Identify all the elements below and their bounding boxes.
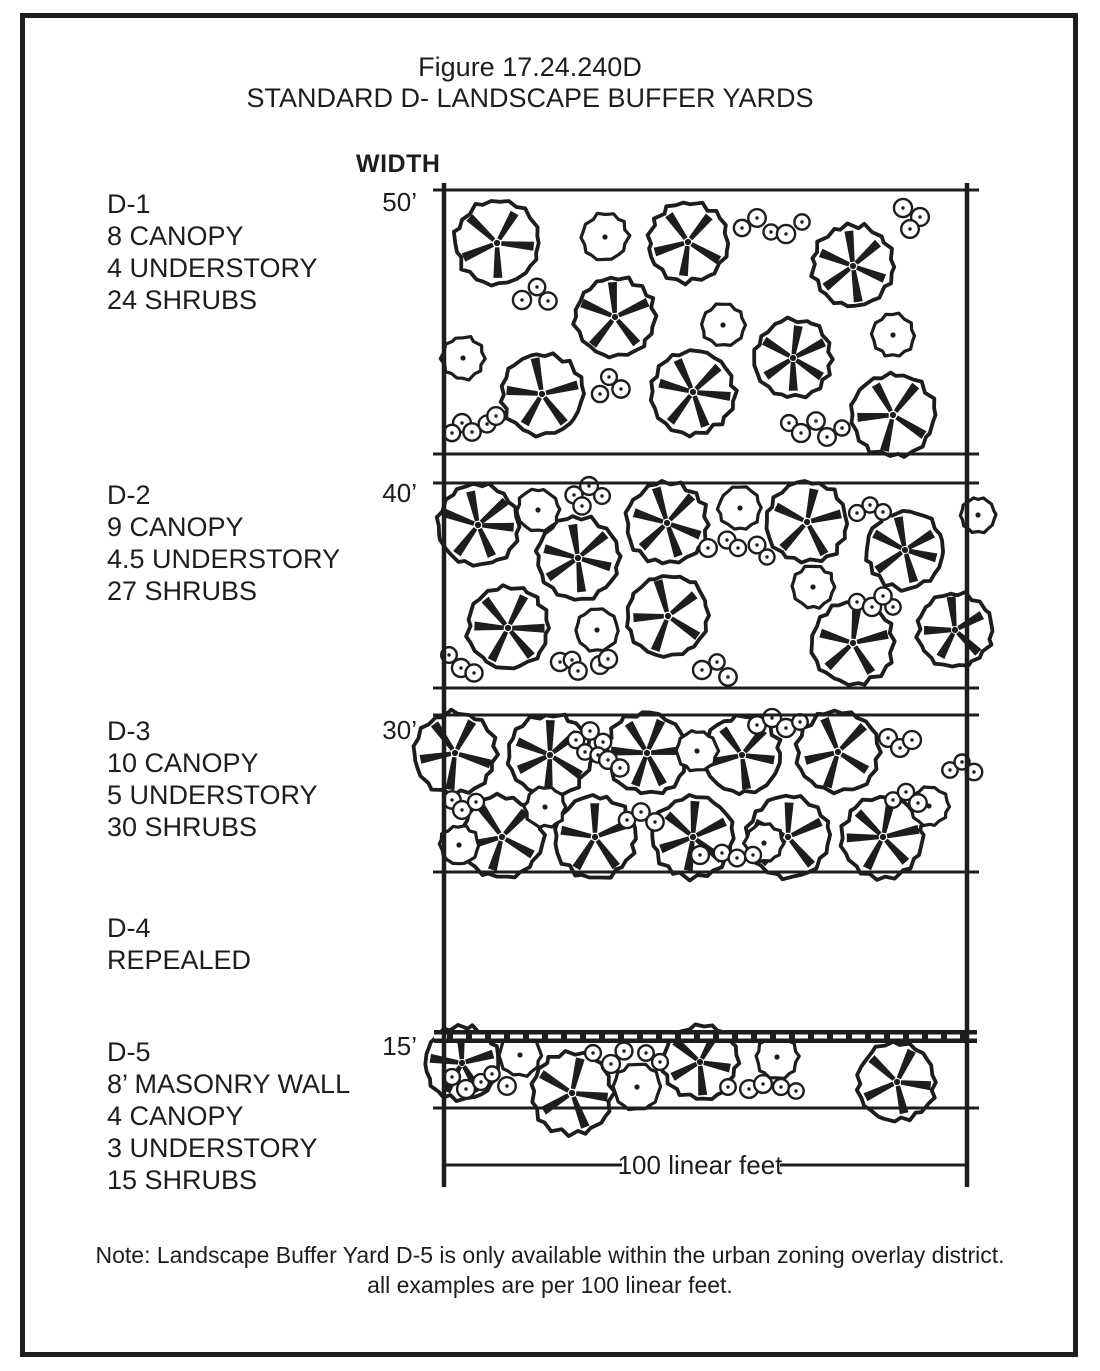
note-line-2: all examples are per 100 linear feet. <box>367 1272 733 1298</box>
yard-label-d5 <box>107 1036 350 1196</box>
canopy-tree-symbol <box>652 795 734 881</box>
yard-id: D-1 <box>107 189 151 219</box>
shrub-symbol <box>777 225 795 243</box>
shrub-symbol <box>903 731 921 749</box>
yard-requirement: 5 UNDERSTORY <box>107 780 318 810</box>
canopy-tree-symbol <box>857 1042 936 1122</box>
shrub-symbol <box>616 1043 633 1060</box>
shrub-symbol <box>465 664 482 681</box>
canopy-tree-symbol <box>767 481 848 563</box>
canopy-tree-symbol <box>851 373 936 457</box>
shrub-symbol <box>539 292 556 309</box>
plant-layer <box>414 199 997 1136</box>
understory-tree-symbol <box>524 787 566 827</box>
understory-tree-symbol <box>676 731 719 771</box>
shrub-symbol <box>699 539 717 557</box>
understory-tree-symbol <box>871 313 914 356</box>
shrub-symbol <box>748 209 766 227</box>
shrub-symbol <box>468 794 484 810</box>
masonry-wall <box>434 1030 977 1043</box>
shrub-symbol <box>599 650 617 668</box>
understory-tree-symbol <box>440 337 485 380</box>
shrub-symbol <box>638 1045 653 1060</box>
figure-heading <box>0 52 1060 114</box>
canopy-tree-symbol <box>437 484 520 566</box>
shrub-symbol <box>719 668 736 685</box>
shrub-symbol <box>569 662 586 679</box>
shrub-symbol <box>611 759 628 776</box>
shrub-symbol <box>754 1075 772 1093</box>
shrub-symbol <box>444 425 460 441</box>
yard-requirement: 8 CANOPY <box>107 221 244 251</box>
canopy-tree-symbol <box>811 602 894 685</box>
canopy-tree-symbol <box>414 710 499 796</box>
figure-subtitle: STANDARD D- LANDSCAPE BUFFER YARDS <box>246 83 814 113</box>
figure-note <box>0 1240 1100 1300</box>
canopy-tree-symbol <box>754 318 833 398</box>
shrub-symbol <box>573 497 590 514</box>
yard-requirement: 10 CANOPY <box>107 748 259 778</box>
canopy-tree-symbol <box>651 350 737 436</box>
yard-label-d2 <box>107 479 340 607</box>
width-label-d1: 50’ <box>382 187 417 217</box>
note-line-1: Note: Landscape Buffer Yard D-5 is only available within the urban zoning overlay district. <box>95 1242 1005 1268</box>
width-label-d5: 15’ <box>382 1031 417 1061</box>
canopy-tree-symbol <box>916 592 992 667</box>
shrub-symbol <box>773 1079 789 1095</box>
width-column-header: WIDTH <box>356 150 441 178</box>
shrub-symbol <box>745 847 761 863</box>
shrub-symbol <box>807 412 824 429</box>
shrub-symbol <box>709 654 724 669</box>
yard-requirement: 8’ MASONRY WALL <box>107 1069 351 1099</box>
shrub-symbol <box>818 428 836 446</box>
shrub-symbol <box>730 540 746 556</box>
shrub-symbol <box>729 850 746 867</box>
shrub-symbol <box>646 813 663 830</box>
yard-label-d4 <box>107 912 251 976</box>
shrub-symbol <box>444 1069 460 1085</box>
yard-id: D-2 <box>107 480 151 510</box>
yard-requirement: 30 SHRUBS <box>107 812 258 842</box>
yard-requirement: 24 SHRUBS <box>107 285 258 315</box>
shrub-symbol <box>594 488 610 504</box>
shrub-symbol <box>734 220 750 236</box>
shrub-symbol <box>487 407 505 425</box>
understory-tree-symbol <box>581 213 630 259</box>
shrub-symbol <box>792 714 808 730</box>
width-label-d2: 40’ <box>382 478 417 508</box>
understory-tree-symbol <box>576 609 618 651</box>
shrub-symbol <box>513 291 531 309</box>
canopy-tree-symbol <box>501 353 584 436</box>
yard-requirement: 4 UNDERSTORY <box>107 253 318 283</box>
understory-tree-symbol <box>792 566 835 608</box>
width-label-d3: 30’ <box>382 715 417 745</box>
shrub-symbol <box>652 1054 668 1070</box>
shrub-symbol <box>834 420 849 435</box>
canopy-tree-symbol <box>866 511 943 591</box>
shrub-symbol <box>875 504 891 520</box>
canopy-tree-symbol <box>627 576 709 657</box>
shrub-symbol <box>484 1066 499 1081</box>
yard-requirement: REPEALED <box>107 945 252 975</box>
shrub-symbol <box>612 380 629 397</box>
yard-requirement: 9 CANOPY <box>107 512 244 542</box>
shrub-symbol <box>874 587 891 604</box>
yard-requirement: 27 SHRUBS <box>107 576 258 606</box>
canopy-tree-symbol <box>466 585 549 668</box>
yard-id: D-4 <box>107 913 151 943</box>
shrub-symbol <box>691 846 709 864</box>
understory-tree-symbol <box>717 487 761 529</box>
shrub-symbol <box>498 1077 516 1095</box>
yard-label-d3 <box>107 715 318 843</box>
canopy-tree-symbol <box>648 203 729 285</box>
shrub-symbol <box>592 386 608 402</box>
canopy-tree-symbol <box>626 481 709 564</box>
yard-id: D-3 <box>107 716 151 746</box>
shrub-symbol <box>794 214 809 229</box>
shrub-symbol <box>693 661 711 679</box>
shrub-symbol <box>585 1045 601 1061</box>
canopy-tree-symbol <box>573 277 656 357</box>
figure-title: Figure 17.24.240D <box>418 52 642 82</box>
dimension-label: 100 linear feet <box>617 1150 783 1180</box>
shrub-symbol <box>759 549 774 564</box>
canopy-tree-symbol <box>811 223 894 306</box>
yard-id: D-5 <box>107 1037 151 1067</box>
understory-tree-symbol <box>702 304 746 345</box>
understory-tree-symbol <box>613 1064 661 1109</box>
shrub-symbol <box>894 199 912 217</box>
understory-tree-symbol <box>517 489 560 531</box>
shrub-symbol <box>788 1083 803 1098</box>
yard-requirement: 3 UNDERSTORY <box>107 1133 318 1163</box>
yard-requirement: 4.5 UNDERSTORY <box>107 544 341 574</box>
yard-requirement: 4 CANOPY <box>107 1101 244 1131</box>
shrub-symbol <box>909 794 927 812</box>
shrub-symbol <box>792 424 810 442</box>
shrub-symbol <box>720 1079 736 1095</box>
yard-label-d1 <box>107 188 318 316</box>
canopy-tree-symbol <box>454 201 539 286</box>
shrub-symbol <box>901 220 919 238</box>
yard-requirement: 15 SHRUBS <box>107 1165 258 1195</box>
